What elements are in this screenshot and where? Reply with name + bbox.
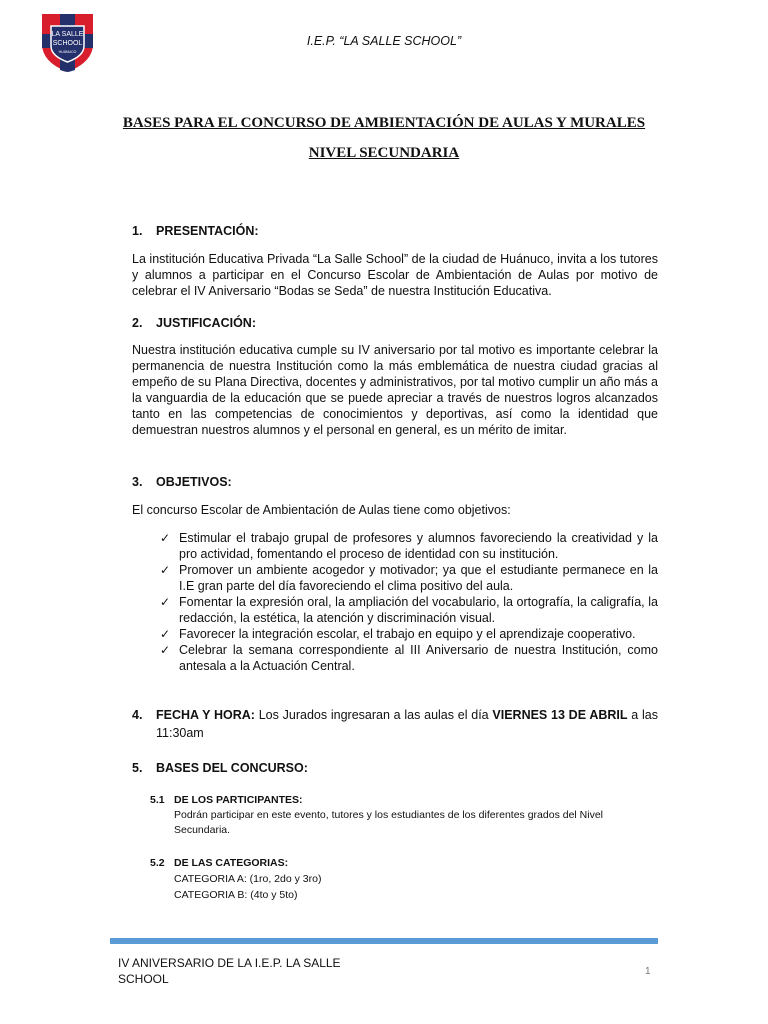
section-2-number: 2. [132, 316, 143, 330]
category-b: CATEGORIA B: (4to y 5to) [174, 889, 298, 901]
objective-item [160, 642, 658, 674]
category-a: CATEGORIA A: (1ro, 2do y 3ro) [174, 873, 322, 885]
footer-divider [110, 938, 658, 944]
logo-text-3: HUÁNUCO [58, 50, 77, 54]
objective-text: Promover un ambiente acogedor y motivador; ya que el estudiante permanece en la I.E gran parte del día favoreciendo el clima positivo del aula. [179, 563, 658, 593]
checkmark-icon: ✓ [160, 531, 171, 545]
header-title: I.E.P. “LA SALLE SCHOOL” [306, 34, 462, 48]
section-3-number: 3. [132, 475, 143, 489]
objective-item [160, 594, 658, 626]
logo-text-2: SCHOOL [52, 40, 83, 47]
section-5-title: BASES DEL CONCURSO: [156, 761, 308, 775]
section-1-heading [132, 224, 259, 238]
subsection-5-1-number: 5.1 [150, 794, 165, 806]
section-5-number: 5. [132, 761, 143, 775]
section-3-title: OBJETIVOS: [156, 475, 232, 489]
subsection-5-1-text: Podrán participar en este evento, tutores y los estudiantes de los diferentes grados del Nivel Secundaria. [174, 809, 603, 836]
objective-text: Estimular el trabajo grupal de profesores y alumnos favoreciendo la creatividad y la pro actividad, fomentando el proceso de identidad con su institución. [179, 531, 658, 561]
section-4-label: FECHA Y HORA: [156, 708, 255, 722]
section-4-text-after: a las 11:30am [156, 708, 658, 740]
section-1-number: 1. [132, 224, 143, 238]
subsection-5-2-number: 5.2 [150, 857, 165, 869]
page-number: 1 [645, 966, 651, 977]
objective-text: Fomentar la expresión oral, la ampliación del vocabulario, la ortografía, la caligrafía, la redacción, la estética, la atención y discriminación visual. [179, 595, 658, 625]
objective-item [160, 626, 658, 642]
section-4-number: 4. [132, 708, 143, 722]
document-subtitle: NIVEL SECUNDARIA [308, 145, 460, 161]
objective-item [160, 530, 658, 562]
section-3-heading [132, 475, 232, 489]
document-title: BASES PARA EL CONCURSO DE AMBIENTACIÓN DE AULAS Y MURALES [122, 115, 646, 131]
section-2-title: JUSTIFICACIÓN: [156, 316, 256, 330]
objective-item [160, 562, 658, 594]
section-3-intro: El concurso Escolar de Ambientación de Aulas tiene como objetivos: [132, 503, 511, 517]
section-5-heading [132, 761, 308, 775]
subsection-5-1-title: DE LOS PARTICIPANTES: [174, 794, 303, 806]
section-4-text-before: Los Jurados ingresaran a las aulas el día [254, 708, 493, 722]
section-1-title: PRESENTACIÓN: [156, 224, 259, 238]
footer-text: IV ANIVERSARIO DE LA I.E.P. LA SALLE SCHOOL [118, 956, 341, 986]
logo-text-1: LA SALLE [51, 31, 84, 38]
section-1-text: La institución Educativa Privada “La Salle School” de la ciudad de Huánuco, invita a los tutores y alumnos a participar en el Concurso Escolar de Ambientación de Aulas por motivo de celebrar el IV Aniversario “Bodas se Seda” de nuestra Institución Educativa. [132, 252, 658, 298]
checkmark-icon: ✓ [160, 595, 171, 609]
section-2-heading [132, 316, 256, 330]
section-2-text: Nuestra institución educativa cumple su IV aniversario por tal motivo es importante celebrar la permanencia de nuestra Institución como la más emblemática de nuestra ciudad gracias al empeño de su Plana Directiva, docentes y administrativos, por tal motivo cumplir un año más a la vanguardia de la educación que se puede apreciar a través de nuestros logros alcanzados tanto en las competencias de conocimientos y deportivas, así como la identidad que demuestran nuestros alumnos y el personal en general, es un mérito de imitar. [132, 343, 658, 437]
objective-text: Celebrar la semana correspondiente al III Aniversario de nuestra Institución, como antesala a la Actuación Central. [179, 643, 658, 673]
checkmark-icon: ✓ [160, 563, 171, 577]
subsection-5-2-heading [150, 857, 288, 869]
subsection-5-2-title: DE LAS CATEGORIAS: [174, 857, 289, 869]
section-4-date: VIERNES 13 DE ABRIL [492, 708, 628, 722]
checkmark-icon: ✓ [160, 627, 171, 641]
subsection-5-1-heading [150, 794, 303, 806]
checkmark-icon: ✓ [160, 643, 171, 657]
objectives-list [160, 530, 658, 674]
section-4-fecha [132, 706, 658, 742]
objective-text: Favorecer la integración escolar, el trabajo en equipo y el aprendizaje cooperativo. [179, 627, 636, 641]
